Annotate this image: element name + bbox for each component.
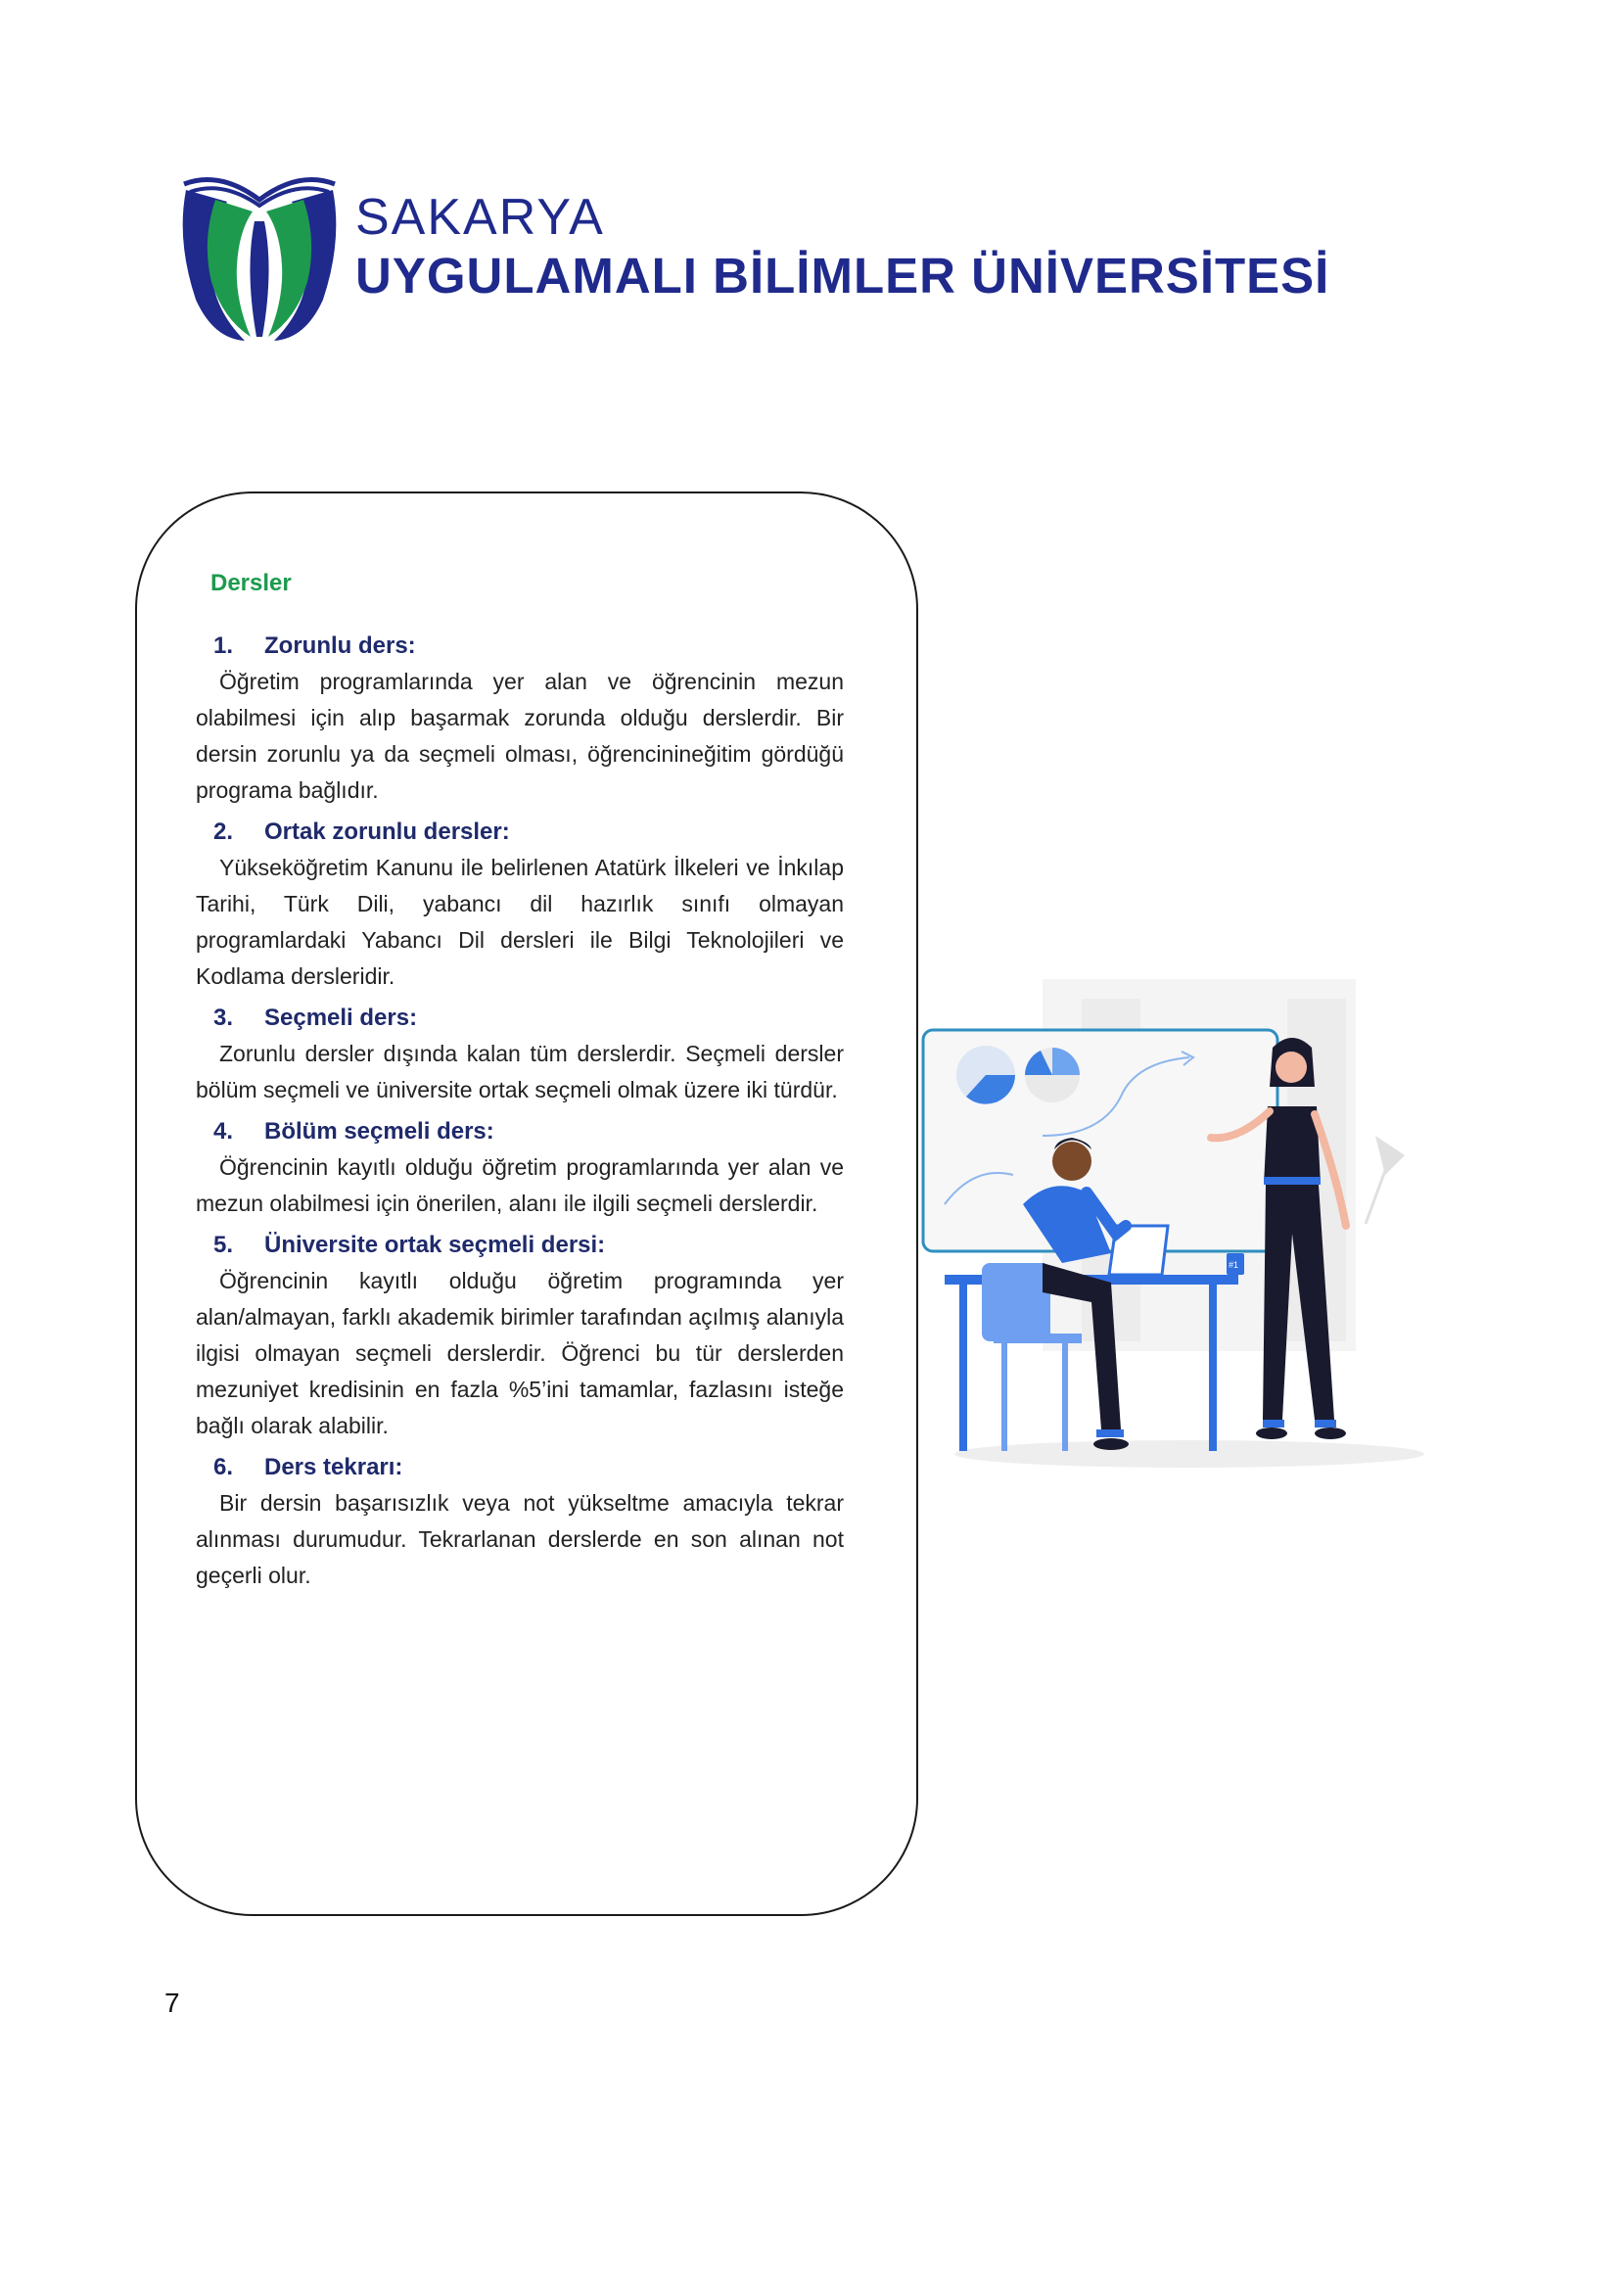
meeting-illustration bbox=[915, 969, 1473, 1478]
chair-leg bbox=[1062, 1343, 1068, 1451]
item-description: Öğrencinin kayıtlı olduğu öğretim programında yer alan/almayan, farklı akademik birimler tarafından açılmış alanıyla ilgisi olmayan seçmeli derslerdir. Öğrenci bu tür derslerden mezuniyet kredisinin en fazla %5’ini tamamlar, fazlasını isteğe bağlı olarak alabilir. bbox=[196, 1268, 844, 1438]
item-heading bbox=[196, 1230, 844, 1261]
item-description: Öğretim programlarında yer alan ve öğrencinin mezun olabilmesi için alıp başarmak zorunda olduğu derslerdir. Bir dersin zorunlu ya da seçmeli olması, öğrencinineğitim gördüğü programa bağlıdır. bbox=[196, 669, 844, 803]
item-description: Bir dersin başarısızlık veya not yükseltme amacıyla tekrar alınması durumudur. Tekrarlanan derslerde en son alınan not geçerli olur. bbox=[196, 1490, 844, 1588]
desk-leg bbox=[1209, 1285, 1217, 1451]
item-heading-text: Zorunlu ders: bbox=[264, 632, 416, 659]
list-item bbox=[196, 1452, 844, 1594]
item-description: Öğrencinin kayıtlı olduğu öğretim programlarında yer alan ve mezun olabilmesi için önerilen, alanı ile ilgili seçmeli derslerdir. bbox=[196, 1154, 844, 1216]
item-description: Zorunlu dersler dışında kalan tüm derslerdir. Seçmeli dersler bölüm seçmeli ve üniversite ortak seçmeli olmak üzere iki türdür. bbox=[196, 1041, 844, 1102]
university-emblem-icon bbox=[176, 172, 343, 345]
course-types-list bbox=[196, 631, 844, 1602]
list-item bbox=[196, 1230, 844, 1444]
item-heading-text: Üniversite ortak seçmeli dersi: bbox=[264, 1232, 606, 1258]
item-number: 2. bbox=[213, 819, 234, 845]
section-title: Dersler bbox=[210, 570, 292, 596]
list-item bbox=[196, 1003, 844, 1108]
floor-shadow bbox=[954, 1440, 1424, 1468]
item-heading bbox=[196, 1452, 844, 1483]
logo-text-sakarya: SAKARYA bbox=[355, 189, 605, 246]
courses-info-box bbox=[135, 491, 918, 1916]
pie-chart-icon bbox=[956, 1046, 1015, 1104]
lamp-arm bbox=[1366, 1165, 1387, 1224]
item-heading-text: Ortak zorunlu dersler: bbox=[264, 819, 510, 845]
item-heading-text: Bölüm seçmeli ders: bbox=[264, 1118, 494, 1145]
item-number: 4. bbox=[213, 1118, 234, 1145]
list-item bbox=[196, 817, 844, 995]
item-heading-text: Ders tekrarı: bbox=[264, 1454, 403, 1480]
chair-seat bbox=[994, 1334, 1082, 1343]
item-heading bbox=[196, 817, 844, 848]
lamp-icon bbox=[1375, 1136, 1405, 1175]
item-description: Yükseköğretim Kanunu ile belirlenen Atatürk İlkeleri ve İnkılap Tarihi, Türk Dili, yabancı dil hazırlık sınıfı olmayan programlardaki Yabancı Dil dersleri ile Bilgi Teknolojileri ve Kodlama dersleridir. bbox=[196, 855, 844, 989]
university-logo bbox=[176, 172, 1488, 345]
desk-leg bbox=[959, 1285, 967, 1451]
item-heading bbox=[196, 1003, 844, 1034]
item-number: 3. bbox=[213, 1005, 234, 1031]
item-heading bbox=[196, 631, 844, 662]
item-number: 1. bbox=[213, 632, 234, 659]
logo-text-university: UYGULAMALI BİLİMLER ÜNİVERSİTESİ bbox=[355, 248, 1330, 304]
item-heading-text: Seçmeli ders: bbox=[264, 1005, 418, 1031]
item-number: 5. bbox=[213, 1232, 234, 1258]
list-item bbox=[196, 1116, 844, 1222]
page-number: 7 bbox=[164, 1988, 180, 2018]
mug-label: #1 bbox=[1229, 1260, 1239, 1270]
item-number: 6. bbox=[213, 1454, 234, 1480]
pie-chart-icon bbox=[1025, 1048, 1080, 1102]
item-heading bbox=[196, 1116, 844, 1147]
list-item bbox=[196, 631, 844, 809]
chair-leg bbox=[1001, 1343, 1007, 1451]
chair-back bbox=[982, 1263, 1050, 1341]
